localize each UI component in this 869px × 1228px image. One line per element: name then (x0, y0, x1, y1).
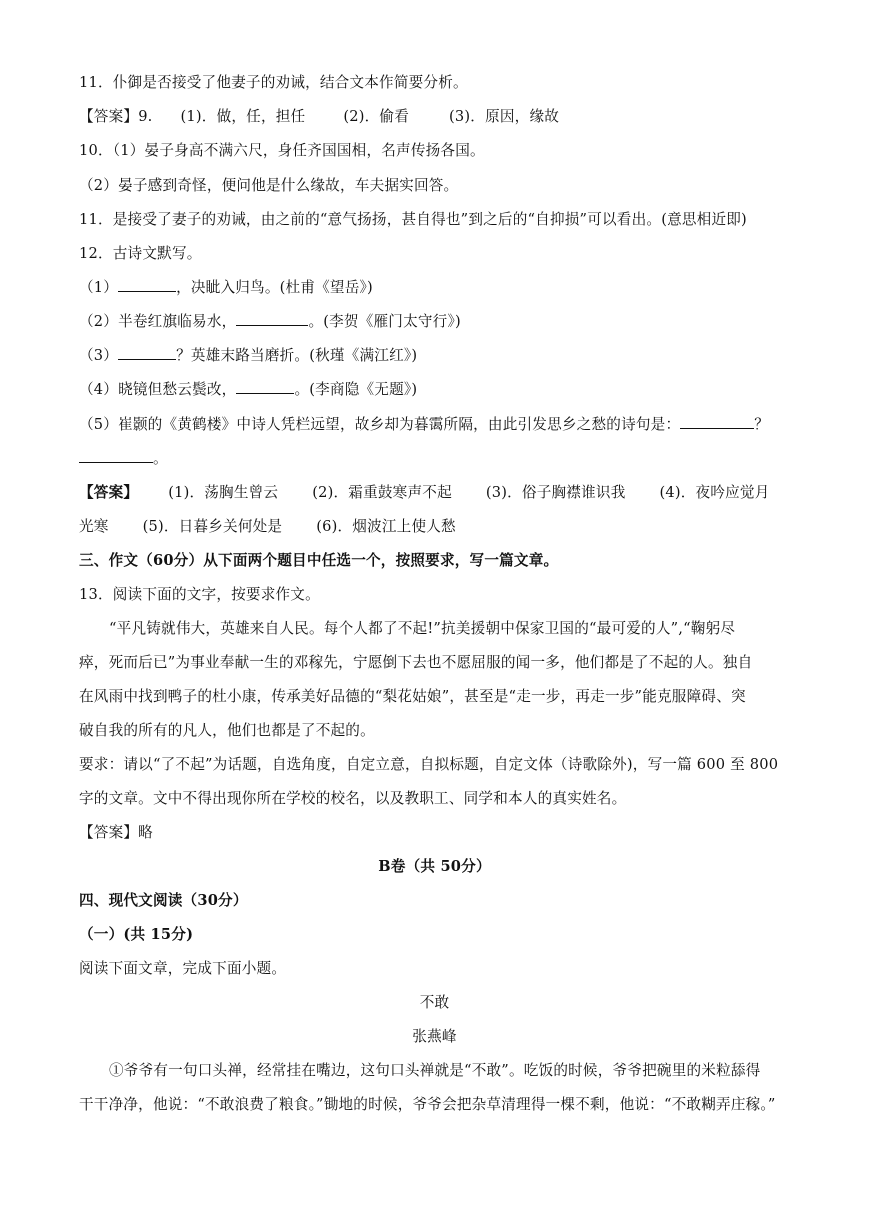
answer-13: 【答案】略 (79, 824, 153, 841)
fill-blank (79, 450, 153, 463)
answer-9-item-3: (3)．原因，缘故 (449, 108, 560, 125)
fill-blank (236, 313, 308, 326)
answer-9 (79, 107, 559, 127)
fill-blank (118, 279, 176, 292)
question-12-item-3: （3） ？英雄末路当磨折。(秋瑾《满江红》) (79, 347, 418, 364)
requirements-line: 字的文章。文中不得出现你所在学校的校名，以及教职工、同学和本人的真实姓名。 (79, 790, 627, 807)
question-12-item-1: （1） ，决眦入归鸟。(杜甫《望岳》) (79, 279, 373, 296)
question-12-item-2: （2）半卷红旗临易水， 。(李贺《雁门太守行》) (79, 313, 461, 330)
fill-blank (118, 347, 176, 360)
prompt-paragraph-line: 瘁，死而后已”为事业奉献一生的邓稼先，宁愿倒下去也不愿屈服的闻一多，他们都是了不起的人。独自 (79, 654, 753, 671)
article-author: 张燕峰 (412, 1028, 457, 1045)
reading-instruction: 阅读下面文章，完成下面小题。 (79, 960, 287, 977)
answer-10-part-2: （2）晏子感到奇怪，便问他是什么缘故，车夫据实回答。 (79, 177, 459, 194)
answer-9-number: 9. (138, 108, 153, 125)
prompt-paragraph-line: 破自我的所有的凡人，他们也都是了不起的。 (79, 722, 375, 739)
answer-12-cont: 光寒 (5)．日暮乡关何处是 (6)．烟波江上使人愁 (79, 518, 456, 535)
fill-blank (680, 416, 754, 429)
volume-b-heading: B卷（共 50分） (378, 858, 491, 875)
answer-9-item-1: (1)．做，任，担任 (180, 108, 306, 125)
requirements: 要求：请以“了不起”为话题，自选角度，自定立意，自拟标题，自定文体（诗歌除外)，写一篇 600 至 800 (79, 756, 779, 773)
article-paragraph-1: ①爷爷有一句口头禅，经常挂在嘴边，这句口头禅就是“不敢”。吃饭的时候，爷爷把碗里的米粒舔得 (109, 1062, 761, 1079)
question-12: 12．古诗文默写。 (79, 245, 202, 262)
answer-label: 【答案】 (79, 108, 139, 125)
question-12-item-4: （4）晓镜但愁云鬓改， 。(李商隐《无题》) (79, 381, 418, 398)
article-title: 不敢 (419, 994, 450, 1011)
question-12-item-5-cont: 。 (79, 449, 168, 469)
section-3-heading: 三、作文（60分）从下面两个题目中任选一个，按照要求，写一篇文章。 (79, 552, 559, 569)
question-12-item-5: （5）崔颢的《黄鹤楼》中诗人凭栏远望，故乡却为暮霭所隔，由此引发思乡之愁的诗句是： ？ (79, 416, 770, 433)
question-11: 11．仆御是否接受了他妻子的劝诫，结合文本作简要分析。 (79, 74, 468, 91)
article-paragraph-1-line: 干干净净，他说：“不敢浪费了粮食。”锄地的时候，爷爷会把杂草清理得一棵不剩，他说：“不敢糊弄庄稼。” (79, 1096, 776, 1113)
section-4-heading: 四、现代文阅读（30分） (79, 892, 248, 909)
subsection-heading: （一）(共 15分) (79, 926, 194, 943)
answer-9-item-2: (2)．偷看 (343, 108, 410, 125)
answer-10-part-1: 10．（1）晏子身高不满六尺，身任齐国国相，名声传扬各国。 (79, 142, 485, 159)
answer-label: 【答案】 (79, 484, 139, 501)
answer-11: 11．是接受了妻子的劝诫，由之前的“意气扬扬，甚自得也”到之后的“自抑损”可以看出。(意思相近即) (79, 211, 747, 228)
prompt-paragraph-line: 在风雨中找到鸭子的杜小康，传承美好品德的“梨花姑娘”，甚至是“走一步，再走一步”能克服障碍、突 (79, 688, 746, 705)
question-13: 13．阅读下面的文字，按要求作文。 (79, 586, 320, 603)
fill-blank (236, 381, 294, 394)
prompt-paragraph: “平凡铸就伟大，英雄来自人民。每个人都了不起!”抗美援朝中保家卫国的“最可爱的人”,“鞠躬尽 (109, 620, 736, 637)
answer-12: 【答案】 (1)．荡胸生曾云 (2)．霜重鼓寒声不起 (3)．俗子胸襟谁识我 (4)．夜吟应觉月 (79, 484, 770, 501)
